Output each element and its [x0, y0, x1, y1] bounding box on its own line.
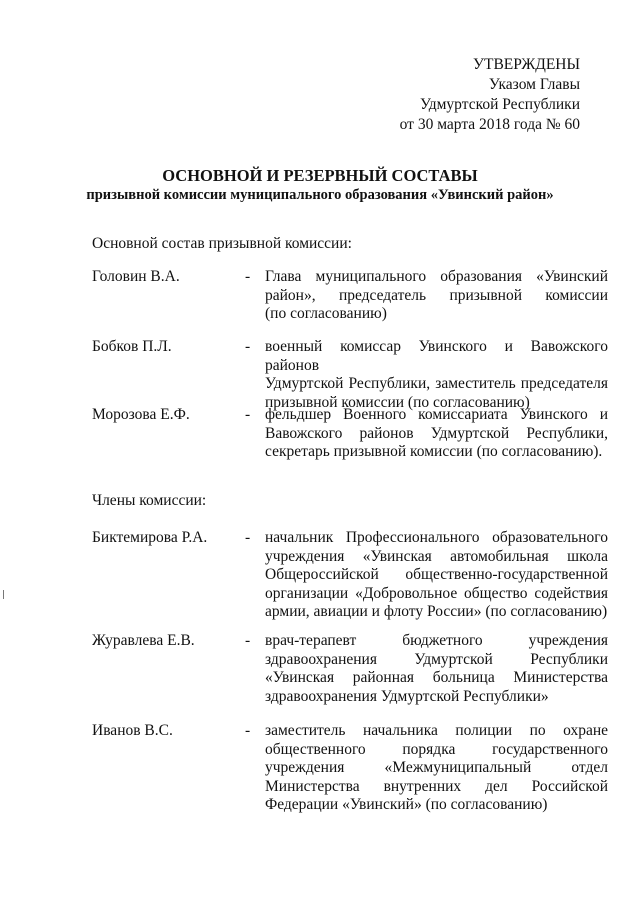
description-line: Федерации «Увинский» (по согласованию)	[265, 796, 548, 814]
approval-line: Удмуртской Республики	[419, 96, 580, 113]
member-description	[265, 268, 608, 324]
description-line: здравоохранения Удмуртской Республики»	[265, 687, 549, 705]
member-name: Головин В.А.	[92, 268, 180, 285]
approval-line: от 30 марта 2018 года № 60	[399, 116, 580, 133]
description-line: Министерства внутренних дел Российской	[265, 777, 608, 795]
description-line: Удмуртской Республики, заместитель председателя	[265, 375, 608, 393]
member-name: Морозова Е.Ф.	[92, 406, 190, 423]
description-line: район», председатель призывной комиссии	[265, 286, 608, 304]
title-main: ОСНОВНОЙ И РЕЗЕРВНЫЙ СОСТАВЫ	[162, 166, 478, 185]
description-line: начальник Профессионального образовательного	[265, 529, 608, 546]
description-line: заместитель начальника полиции по охране	[265, 722, 608, 739]
description-line: армии, авиации и флоту России» (по согласованию)	[265, 603, 608, 621]
description-line: здравоохранения Удмуртской Республики	[265, 650, 608, 668]
member-description	[265, 406, 608, 462]
description-line: фельдшер Военного комиссариата Увинского и	[265, 406, 608, 423]
description-line: врач-терапевт бюджетного учреждения	[265, 632, 608, 649]
main-section-heading: Основной состав призывной комиссии:	[92, 235, 352, 252]
member-entry	[92, 722, 608, 822]
description-line: «Увинская районная больница Министерства	[265, 669, 608, 687]
member-description	[265, 722, 608, 815]
approval-line: Указом Главы	[488, 76, 580, 93]
member-name: Журавлева Е.В.	[92, 632, 195, 649]
member-name: Бобков П.Л.	[92, 338, 172, 355]
member-dash: -	[245, 406, 251, 423]
title-sub: призывной комиссии муниципального образования «Увинский район»	[86, 187, 554, 203]
description-line: Вавожского районов Удмуртской Республики,	[265, 424, 608, 442]
scan-speck	[3, 590, 4, 599]
description-line: общественного порядка государственного	[265, 740, 608, 758]
description-line: военный комиссар Увинского и Вавожского районов	[265, 338, 608, 374]
member-name: Биктемирова Р.А.	[92, 529, 208, 546]
member-entry	[92, 632, 608, 732]
description-line: Глава муниципального образования «Увинский	[265, 268, 608, 285]
description-line: организации «Добровольное общество содействия	[265, 584, 608, 602]
description-line: призывной комиссии (по согласованию)	[265, 393, 530, 411]
member-dash: -	[245, 632, 251, 649]
member-dash: -	[245, 268, 251, 285]
approval-stamp	[400, 55, 580, 135]
member-dash: -	[245, 529, 251, 546]
member-description	[265, 338, 608, 412]
member-description	[265, 632, 608, 706]
members-section-heading: Члены комиссии:	[92, 492, 207, 509]
member-entry	[92, 529, 608, 629]
member-dash: -	[245, 338, 251, 355]
document-title	[0, 165, 640, 205]
member-name: Иванов В.С.	[92, 722, 173, 739]
description-line: учреждения «Увинская автомобильная школа	[265, 547, 608, 565]
approval-line: УТВЕРЖДЕНЫ	[473, 56, 580, 73]
description-line: секретарь призывной комиссии (по согласованию).	[265, 443, 603, 461]
member-dash: -	[245, 722, 251, 739]
description-line: (по согласованию)	[265, 305, 387, 323]
description-line: учреждения «Межмуниципальный отдел	[265, 759, 608, 777]
member-description	[265, 529, 608, 622]
description-line: Общероссийской общественно-государственной	[265, 566, 608, 584]
